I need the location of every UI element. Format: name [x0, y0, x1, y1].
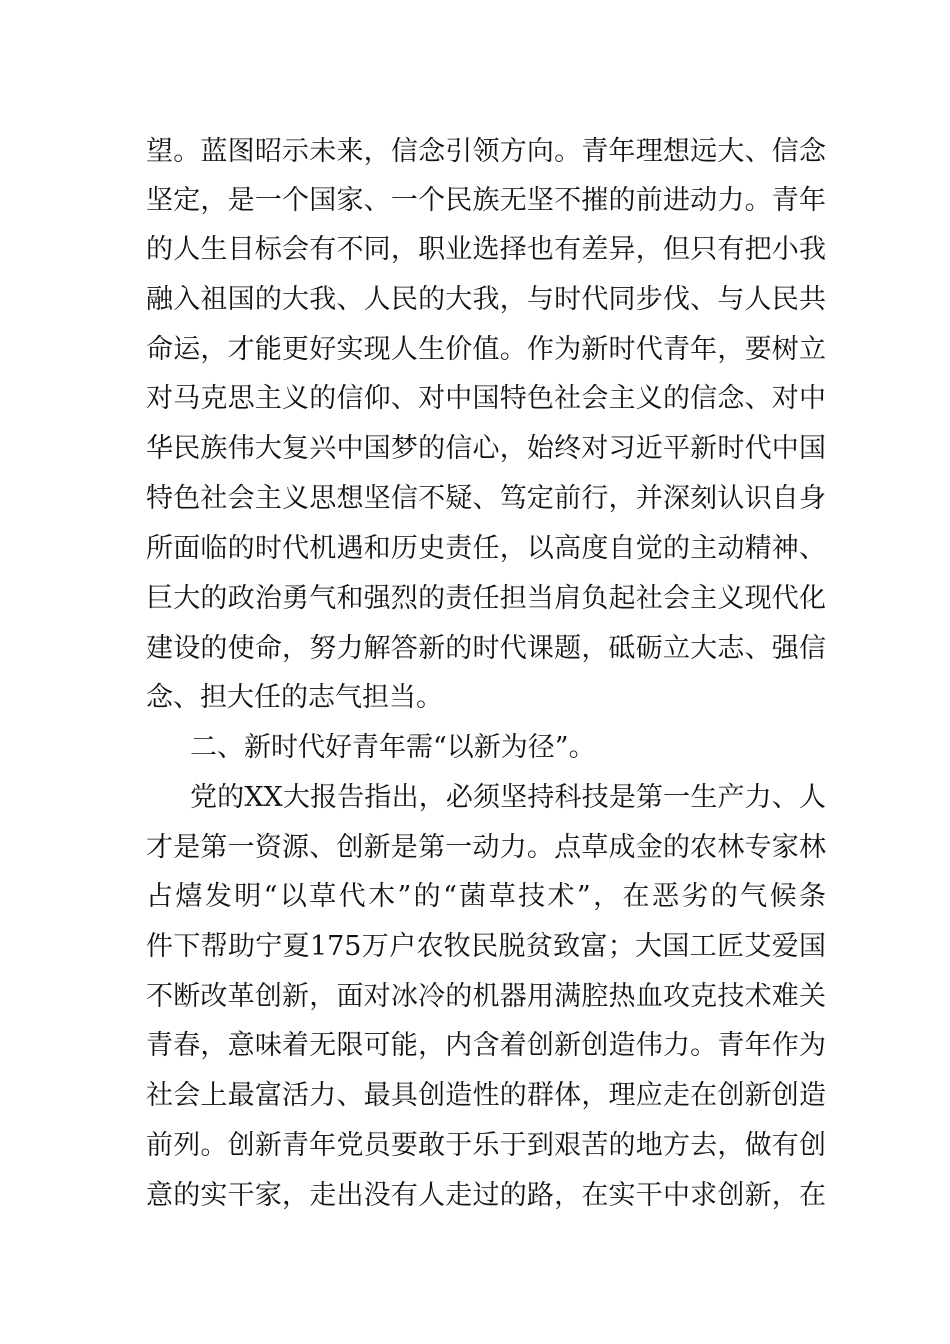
paragraph-line: 青春，意味着无限可能，内含着创新创造伟力。青年作为 — [146, 1030, 826, 1061]
paragraph-line: 融入祖国的大我、人民的大我，与时代同步伐、与人民共 — [146, 284, 826, 315]
section-heading: 二、新时代好青年需“以新为径”。 — [190, 732, 596, 763]
paragraph-line: 不断改革创新，面对冰冷的机器用满腔热血攻克技术难关 — [146, 981, 826, 1012]
paragraph-line: 巨大的政治勇气和强烈的责任担当肩负起社会主义现代化 — [146, 583, 826, 614]
paragraph-line: 所面临的时代机遇和历史责任，以高度自觉的主动精神、 — [146, 533, 826, 564]
paragraph-line: 才是第一资源、创新是第一动力。点草成金的农林专家林 — [146, 832, 826, 863]
paragraph-line: 占熺发明“以草代木”的“菌草技术”，在恶劣的气候条 — [146, 881, 826, 912]
paragraph-line: 对马克思主义的信仰、对中国特色社会主义的信念、对中 — [146, 383, 826, 414]
paragraph-line: 望。蓝图昭示未来，信念引领方向。青年理想远大、信念 — [146, 136, 826, 167]
paragraph-line: 党的XX大报告指出，必须坚持科技是第一生产力、人 — [190, 782, 826, 813]
paragraph-line: 前列。创新青年党员要敢于乐于到艰苦的地方去，做有创 — [146, 1130, 826, 1161]
paragraph-line: 命运，才能更好实现人生价值。作为新时代青年，要树立 — [146, 334, 826, 365]
paragraph-line: 念、担大任的志气担当。 — [146, 682, 443, 713]
paragraph-line: 件下帮助宁夏175万户农牧民脱贫致富；大国工匠艾爱国 — [146, 931, 826, 962]
paragraph-line: 建设的使命，努力解答新的时代课题，砥砺立大志、强信 — [146, 633, 826, 664]
paragraph-line: 社会上最富活力、最具创造性的群体，理应走在创新创造 — [146, 1080, 826, 1111]
paragraph-line: 坚定，是一个国家、一个民族无坚不摧的前进动力。青年 — [146, 185, 826, 216]
paragraph-line: 意的实干家，走出没有人走过的路，在实干中求创新，在 — [146, 1180, 826, 1211]
paragraph-line: 特色社会主义思想坚信不疑、笃定前行，并深刻认识自身 — [146, 483, 826, 514]
paragraph-line: 华民族伟大复兴中国梦的信心，始终对习近平新时代中国 — [146, 433, 826, 464]
paragraph-line: 的人生目标会有不同，职业选择也有差异，但只有把小我 — [146, 234, 826, 265]
